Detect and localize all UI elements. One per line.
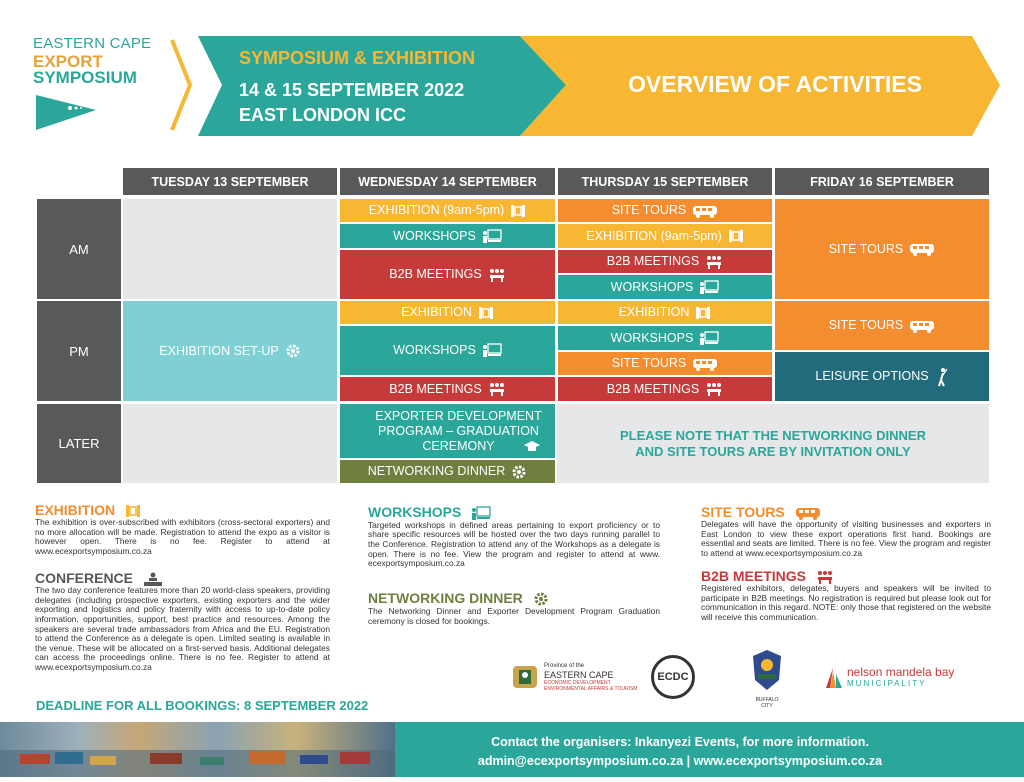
meeting-icon	[816, 570, 834, 584]
nmb-logo	[822, 666, 954, 690]
logo-line-3: SYMPOSIUM	[33, 68, 137, 87]
province-logo	[510, 663, 637, 692]
footer-photo	[0, 722, 395, 777]
province-line-3: ECONOMIC DEVELOPMENT	[544, 680, 611, 686]
exhibition-icon	[728, 229, 744, 243]
overview-title: OVERVIEW OF ACTIVITIES	[628, 71, 922, 97]
invitation-note	[557, 404, 989, 483]
thu-pm-exhibition	[558, 301, 772, 324]
thu-am-workshops	[558, 275, 772, 299]
bus-icon	[909, 242, 935, 256]
networking-heading: NETWORKING DINNER	[368, 590, 523, 606]
cell-label: LEISURE OPTIONS	[815, 369, 929, 383]
networking-info	[368, 590, 660, 626]
day-header-tuesday: TUESDAY 13 SEPTEMBER	[123, 168, 337, 195]
wed-later-networking	[340, 460, 555, 483]
exhibition-icon	[478, 306, 494, 320]
nmb-line-1: nelson mandela bay	[847, 665, 955, 679]
workshop-icon	[699, 280, 719, 295]
symposium-venue: EAST LONDON ICC	[239, 105, 407, 125]
thu-pm-workshops	[558, 326, 772, 350]
meeting-icon	[488, 382, 506, 396]
cell-label: EXPORTER DEVELOPMENT PROGRAM – GRADUATION CEREMONY	[375, 408, 542, 453]
conference-text: The two day conference features more than 20 world-class speakers, providing delegates (including prospective exporters, existing exporters and the wider exporting and logistics and policy fraternity with access to up-to-date policy information, opportunities, support, best practice and resources. Among the speakers are several trade ambassadors from Africa and the EU. Registration to attend the Conference as a delegate is open. Limited seating is available in the venue. These will be allocated on a first-served basis. Additional delegates can access the proceedings online. There is no fee. Register to attend at www.ecexportsymposium.co.za	[35, 585, 330, 673]
exhibition-icon	[125, 504, 141, 518]
wed-am-exhibition	[340, 199, 555, 222]
thu-am-site-tours	[558, 199, 772, 222]
wed-am-b2b	[340, 250, 555, 299]
fri-pm-leisure	[775, 352, 989, 401]
logo-line-2: EXPORT	[33, 52, 103, 71]
wed-later-graduation	[340, 404, 555, 458]
cell-label: B2B MEETINGS	[606, 254, 700, 268]
dinner-icon	[533, 591, 549, 607]
cell-label: WORKSHOPS	[610, 330, 694, 345]
site-tours-info	[701, 504, 991, 559]
thu-am-b2b	[558, 250, 772, 273]
cell-label: B2B MEETINGS	[389, 381, 482, 396]
wed-pm-workshops	[340, 326, 555, 375]
workshops-text: Targeted workshops in defined areas pertaining to export proficiency or to share specific resources will be hosted over the two days running parallel to the Conference. Registration to attend any of the Workshops as a delegate is open. There is no fee. View the program and register to attend at www. ecexportsymposium.co.za	[368, 519, 660, 569]
thu-pm-b2b	[558, 377, 772, 401]
cell-label: NETWORKING DINNER	[367, 464, 506, 478]
cell-label: SITE TOURS	[828, 241, 904, 256]
tue-later-empty	[123, 404, 337, 483]
site-tours-text: Delegates will have the opportunity of visiting businesses and exporters in East London to view these export operations first hand. Bookings are essential and seats are limited. There is no fee. View the program and register to attend at www.ecexportsymposium.co.za	[701, 519, 991, 559]
nmb-flame-icon	[822, 666, 844, 690]
workshop-icon	[471, 506, 491, 521]
tue-pm-setup	[123, 301, 337, 401]
gear-icon	[285, 343, 301, 359]
cell-label: EXHIBITION	[618, 305, 690, 319]
buffalo-city-crest-icon	[750, 648, 784, 692]
cell-label: WORKSHOPS	[393, 343, 476, 357]
wed-pm-b2b	[340, 377, 555, 401]
meeting-icon	[705, 255, 723, 269]
province-crest-icon	[510, 663, 540, 691]
province-line-1: Province of the	[544, 663, 585, 669]
bus-icon	[795, 506, 821, 520]
deadline: DEADLINE FOR ALL BOOKINGS: 8 SEPTEMBER 2022	[36, 698, 369, 713]
thu-pm-site-tours	[558, 352, 772, 375]
meeting-icon	[705, 382, 723, 396]
conference-info	[35, 570, 330, 673]
wed-pm-exhibition	[340, 301, 555, 324]
cell-label: B2B MEETINGS	[606, 381, 700, 396]
workshop-icon	[482, 343, 502, 358]
cell-label: EXHIBITION (9am-5pm)	[586, 228, 722, 243]
fri-am-site-tours	[775, 199, 989, 299]
cell-label: SITE TOURS	[828, 318, 904, 332]
golfer-icon	[935, 367, 949, 387]
b2b-heading: B2B MEETINGS	[701, 568, 807, 584]
note-line-1: PLEASE NOTE THAT THE NETWORKING DINNER	[620, 427, 926, 443]
cell-label: B2B MEETINGS	[389, 267, 482, 281]
buffalo-city-label: BUFFALO CITY	[755, 697, 779, 709]
workshop-icon	[482, 229, 502, 244]
site-tours-heading: SITE TOURS	[701, 504, 785, 520]
day-header-wednesday: WEDNESDAY 14 SEPTEMBER	[340, 168, 555, 195]
setup-label: EXHIBITION SET-UP	[159, 343, 279, 358]
bus-icon	[692, 204, 718, 218]
exhibition-heading: EXHIBITION	[35, 502, 116, 518]
day-header-thursday: THURSDAY 15 SEPTEMBER	[558, 168, 772, 195]
province-line-4: ENVIRONMENTAL AFFAIRS & TOURISM	[544, 686, 638, 692]
symposium-date: 14 & 15 SEPTEMBER 2022	[239, 80, 465, 100]
workshop-icon	[699, 331, 719, 346]
thu-am-exhibition	[558, 224, 772, 248]
cell-label: WORKSHOPS	[610, 279, 694, 294]
conference-icon	[143, 572, 163, 586]
exhibition-info	[35, 502, 330, 557]
footer-links[interactable]: admin@ecexportsymposium.co.za | www.ecexportsymposium.co.za	[477, 754, 883, 768]
tue-am-empty	[123, 199, 337, 299]
footer-contact-bar	[395, 722, 1024, 777]
wed-am-workshops	[340, 224, 555, 248]
note-line-2: AND SITE TOURS ARE BY INVITATION ONLY	[635, 443, 911, 459]
logo-line-1: EASTERN CAPE	[33, 35, 152, 52]
province-line-2: EASTERN CAPE	[544, 670, 614, 680]
exhibition-icon	[695, 306, 711, 320]
period-later: LATER	[37, 404, 121, 483]
meeting-icon	[488, 268, 506, 282]
bus-icon	[909, 319, 935, 333]
bus-icon	[692, 357, 718, 371]
symposium-title: SYMPOSIUM & EXHIBITION	[239, 48, 476, 68]
b2b-info	[701, 568, 991, 623]
conference-heading: CONFERENCE	[35, 570, 134, 586]
exhibition-icon	[510, 204, 526, 218]
cell-label: EXHIBITION (9am-5pm)	[368, 203, 505, 217]
buffalo-city-logo	[750, 648, 784, 709]
fri-pm-site-tours	[775, 301, 989, 350]
day-header-friday: FRIDAY 16 SEPTEMBER	[775, 168, 989, 195]
workshops-heading: WORKSHOPS	[368, 504, 462, 520]
b2b-text: Registered exhibitors, delegates, buyers and speakers will be invited to participate in B2B meetings. No registration is required but please look out for communication in this regard. NOTE: only those that registered on the website will receive this communication.	[701, 583, 992, 623]
ecdc-logo: ECDC	[651, 655, 695, 699]
period-am: AM	[37, 199, 121, 299]
period-pm: PM	[37, 301, 121, 401]
cell-label: SITE TOURS	[611, 356, 687, 370]
exhibition-text: The exhibition is over-subscribed with exhibitors (cross-sectoral exporters) and no more allocation will be made. Registration to attend the expo as a visitor is however open. There is no fee. Register to attend at www.ecexportsymposium.co.za	[35, 517, 330, 557]
networking-text: The Networking Dinner and Exporter Development Program Graduation ceremony is closed for bookings.	[368, 606, 660, 626]
nmb-line-2: MUNICIPALITY	[847, 679, 927, 688]
footer-contact-text: Contact the organisers: Inkanyezi Events, for more information.	[491, 735, 869, 749]
cell-label: SITE TOURS	[611, 203, 687, 217]
cell-label: WORKSHOPS	[393, 228, 476, 243]
dinner-icon	[511, 464, 527, 480]
cell-label: EXHIBITION	[401, 305, 472, 319]
workshops-info	[368, 504, 660, 569]
graduation-cap-icon	[523, 440, 541, 452]
